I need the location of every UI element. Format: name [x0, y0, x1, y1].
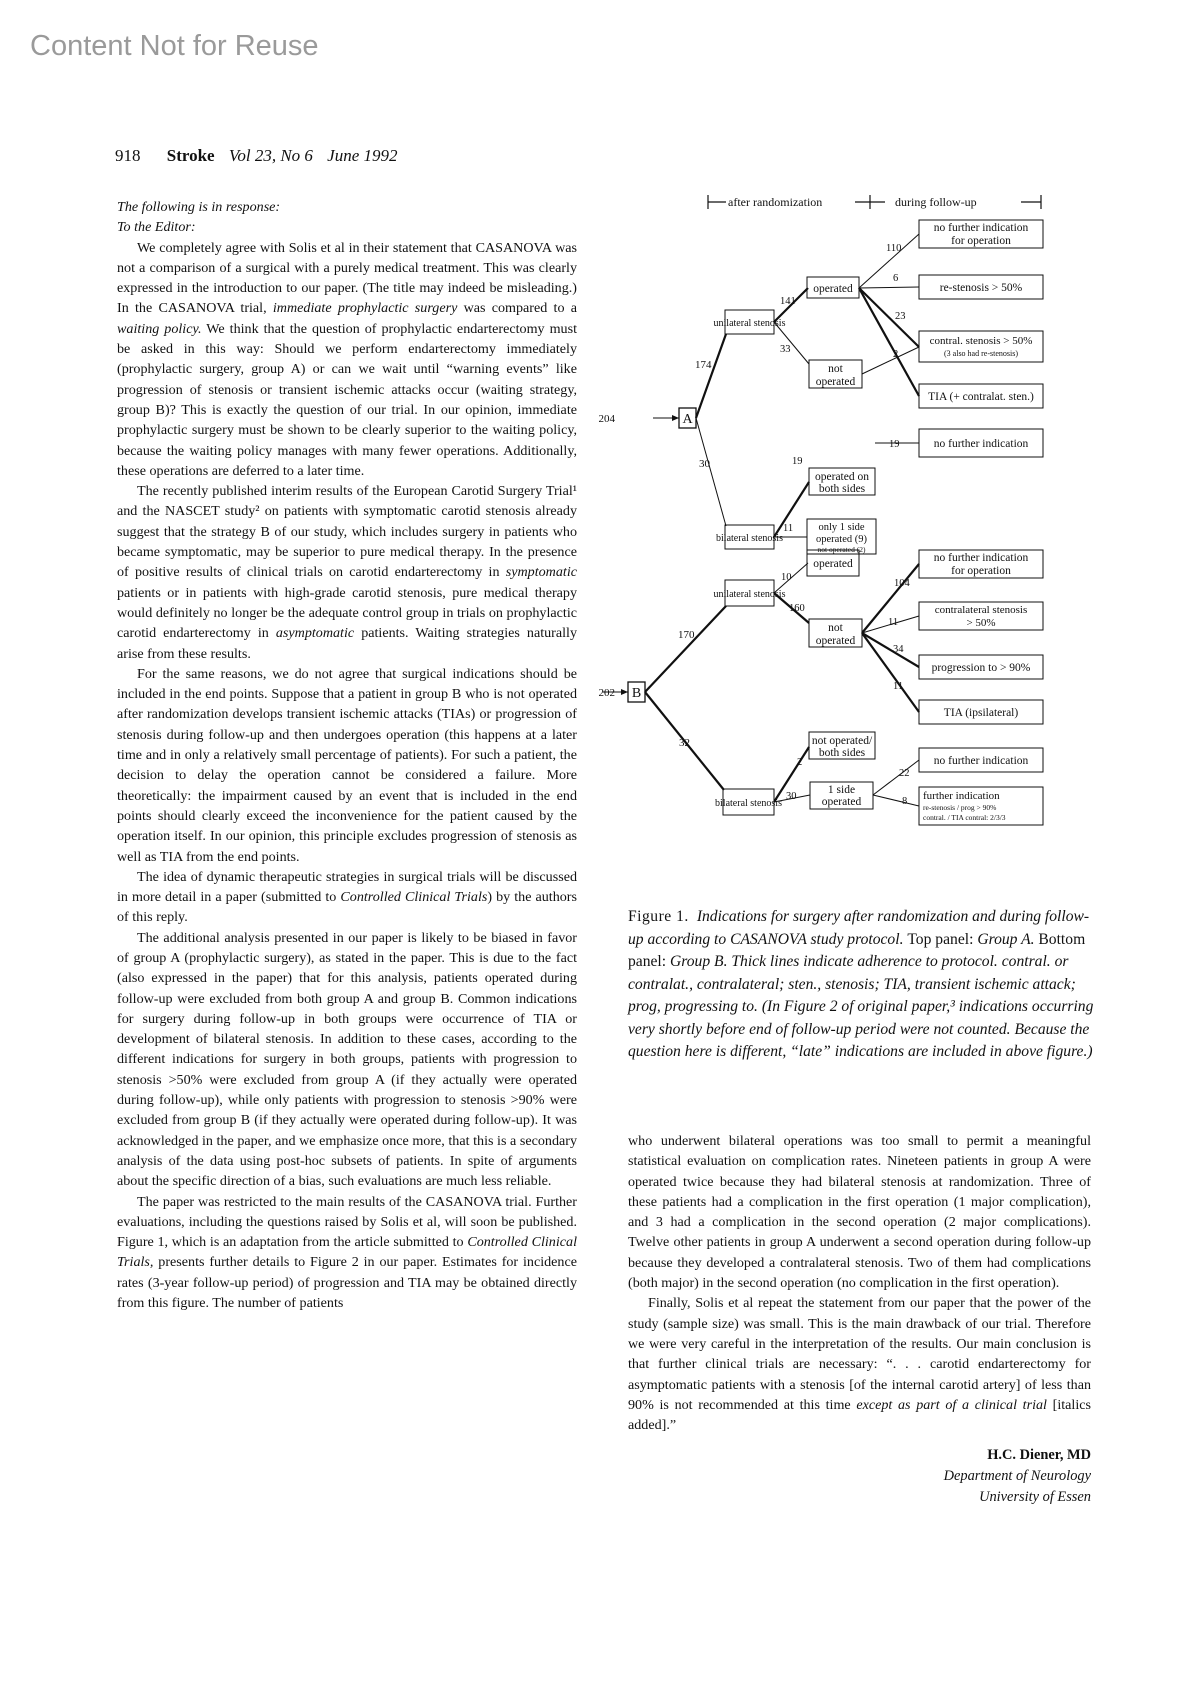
- group-b-not-operated-line2: operated: [815, 635, 856, 647]
- text-run: The paper was restricted to the main results of the CASANOVA trial. Further evaluations, including the questions raised by Solis et al, will soon be published. Figure 1, which is an adaptation from the article submitted to: [117, 1193, 577, 1251]
- paragraph-final: [628, 1293, 1091, 1435]
- group-b-bl-further-line1: further indication: [923, 790, 1000, 802]
- arrow-icon: [672, 415, 679, 421]
- caption-text: Group A.: [977, 930, 1039, 948]
- author-university: University of Essen: [979, 1489, 1091, 1506]
- group-b-bilateral-label: bilateral stenosis: [715, 798, 782, 809]
- right-column: [628, 1131, 1091, 1508]
- group-b-n-not-operated: 160: [789, 603, 805, 614]
- italic-run: asymptomatic: [275, 625, 355, 642]
- figure-1-flowchart: [598, 192, 1098, 892]
- journal-volume: Vol 23, No 6: [228, 146, 313, 165]
- italic-run: waiting policy.: [117, 320, 202, 337]
- group-a-no-further-line2: for operation: [951, 235, 1011, 247]
- group-b-no-further-line1: no further indication: [933, 552, 1029, 564]
- caption-text: Group B. Thick lines indicate adherence to protocol. contral. or contralat., contralateral; sten., stenosis; TIA, transient ischemic attack; prog, progressing to. (In Figure 2 of original paper,³ indications occurring very shortly before end of follow-up period were not counted. Because the question here is different, “late” indications are included in above figure.): [628, 953, 1094, 1060]
- group-a-no-further-line1: no further indication: [933, 222, 1029, 234]
- group-a-unilateral-label: unilateral stenosis: [713, 318, 786, 329]
- group-b-n-operated: 10: [781, 572, 792, 583]
- journal-date: June 1992: [327, 146, 398, 165]
- group-a-n-operated: 141: [780, 296, 796, 307]
- group-b-unilateral-label: unilateral stenosis: [713, 589, 786, 600]
- left-column: [117, 197, 577, 1313]
- group-b-not-op-both-line1: not operated/: [811, 735, 873, 747]
- group-a-bs-no-further: no further indication: [933, 438, 1029, 450]
- italic-run: symptomatic: [505, 564, 577, 581]
- group-b-bl-further-line2: re-stenosis / prog > 90%: [923, 803, 997, 812]
- text-run: Finally, Solis et al repeat the statement from our paper that the power of the study (sample size) was small. This is the main drawback of our trial. Therefore we were very careful in the interpretation of the results. Our main conclusion is that further clinical trials are necessary: “. . . carotid endarterectomy for asymptomatic patients with a stenosis [of the internal carotid artery] of less than 90% is not recommended at this time: [628, 1295, 1091, 1413]
- group-a-tia: TIA (+ contralat. sten.): [928, 391, 1034, 403]
- page-number: 918: [115, 146, 141, 165]
- salutation: To the Editor:: [117, 219, 196, 236]
- group-a-n-unilateral: 174: [695, 359, 712, 371]
- group-a-restenosis: re-stenosis > 50%: [939, 282, 1023, 294]
- group-b-not-operated-line1: not: [828, 622, 843, 634]
- group-a-contral-line2: (3 also had re-stenosis): [944, 349, 1018, 358]
- italic-run: except as part of a clinical trial: [856, 1396, 1047, 1413]
- group-a-contral-line1: contral. stenosis > 50%: [929, 335, 1033, 347]
- group-b-n-progression: 34: [893, 644, 904, 655]
- paragraph-3: For the same reasons, we do not agree that surgical indications should be included in the end points. Suppose that a patient in group B who is not operated after randomization develops transient ischemic attacks (TIAs) or progression of stenosis during follow-up and then undergoes operation (this happens at a later time and in only a relatively small percentage of patients). For such a patient, the decision to delay the operation cannot be considered a failure. More theoretically: the impairment caused by an event that is included in the end points should clearly exceed the inconvenience for the patient caused by the operation itself. In our opinion, this principle excludes progression of stenosis as well as TIA from the end points.: [117, 665, 577, 865]
- group-b-n-bl-no-further: 22: [899, 768, 910, 779]
- group-b-contralateral-line1: contralateral stenosis: [934, 604, 1028, 616]
- group-b-one-side-line2: operated: [821, 796, 862, 808]
- paragraph-continued: who underwent bilateral operations was too small to permit a meaningful statistical evaluation on complication rates. Nineteen patients in group A were operated twice because they had bilateral stenosis at randomization. Three of these patients had a complication in the first operation (1 major complication), and 3 had a complication in the second operation (2 major complications). Twelve other patients in group A underwent a second operation during follow-up because they developed a contralateral stenosis. Two of them had complications (both major) in the second operation (no complication in the first operation).: [628, 1133, 1091, 1292]
- signature-block: [628, 1445, 1091, 1508]
- group-a-one-side-line3: not operated (2): [817, 545, 866, 554]
- group-b-one-side-line1: 1 side: [827, 784, 856, 796]
- group-b-progression: progression to > 90%: [931, 662, 1031, 674]
- journal-name: Stroke: [166, 146, 215, 165]
- text-run: [italics added].”: [628, 1396, 1091, 1434]
- figure-1-caption: [628, 906, 1096, 1064]
- group-a-total: 204: [598, 413, 615, 425]
- group-a-n-both-sides: 19: [792, 456, 803, 467]
- group-a-n-restenosis: 6: [893, 273, 899, 284]
- timeline-during-label: during follow-up: [895, 195, 977, 209]
- group-b-n-no-further: 104: [894, 578, 910, 589]
- group-b-contralateral-line2: > 50%: [966, 617, 996, 629]
- text-run: ) by the authors of this reply.: [117, 889, 577, 926]
- text-run: The recently published interim results of the European Carotid Surgery Trial¹ and the NASCET study² on patients with symptomatic carotid stenosis already suggest that the strategy B of our study, which includes surgery in patients who became symptomatic, may be superior to pure medical therapy. In the presence of positive results of clinical trials on carotid endarterectomy in: [117, 483, 577, 581]
- text-run: We think that the question of prophylactic endarterectomy must be asked in this way: Should we perform endarterectomy immediately (prophylactic surgery, group A) or can we wait until “warning events” like progression of stenosis or transient ischemic attacks occur (waiting strategy, group B)? This is exactly the question of our trial. In our opinion, immediate prophylactic surgery must be shown to be clearly superior to the waiting policy, because the waiting policy manages with many fewer operations. Additionally, these operations are deferred to a later time.: [117, 320, 577, 479]
- group-b-no-further-line2: for operation: [951, 565, 1011, 577]
- paragraph-4: [117, 867, 577, 928]
- watermark: Content Not for Reuse: [30, 30, 319, 62]
- italic-run: immediate prophylactic surgery: [272, 300, 458, 317]
- group-a-n-not-operated: 33: [780, 344, 791, 355]
- response-intro: The following is in response:: [117, 199, 281, 215]
- text-run: patients. Waiting strategies naturally arise from these results.: [117, 625, 577, 662]
- group-a-n-bs-no-further: 19: [889, 439, 900, 450]
- group-b-n-bilateral: 32: [679, 737, 690, 749]
- group-a-n-tia: 2: [893, 349, 899, 360]
- group-a-both-sides-line1: operated on: [815, 471, 869, 483]
- group-a-label: A: [682, 412, 693, 427]
- group-b-n-tia: 11: [893, 681, 904, 692]
- running-header: [115, 146, 398, 166]
- caption-text: Bottom panel:: [628, 930, 1086, 970]
- group-b-total: 202: [598, 687, 615, 699]
- text-run: was compared to a: [457, 300, 578, 317]
- group-b-n-one-side: 30: [786, 791, 797, 802]
- group-b-bl-further-line3: contral. / TIA contral: 2/3/3: [923, 813, 1006, 822]
- group-a-n-one-side: 11: [783, 523, 794, 534]
- group-b-n-bl-further: 8: [902, 796, 908, 807]
- group-a-n-no-further: 110: [886, 243, 902, 254]
- paragraph-1: [117, 238, 577, 482]
- italic-run: Controlled Clinical Trials,: [117, 1234, 577, 1271]
- group-b-operated: operated: [813, 558, 853, 570]
- author-department: Department of Neurology: [943, 1468, 1091, 1485]
- group-a-one-side-line2: operated (9): [815, 534, 868, 545]
- timeline-after-label: after randomization: [728, 195, 823, 209]
- arrow-icon: [621, 689, 628, 695]
- group-b-tia: TIA (ipsilateral): [943, 707, 1019, 719]
- italic-run: Controlled Clinical Trials: [340, 889, 488, 906]
- group-a-both-sides-line2: both sides: [818, 483, 866, 495]
- text-run: The idea of dynamic therapeutic strategies in surgical trials will be discussed in more detail in a paper (submitted to: [117, 868, 577, 906]
- group-a-n-bilateral: 30: [699, 458, 710, 470]
- group-a-n-contral: 23: [895, 311, 906, 322]
- group-b-bl-no-further: no further indication: [933, 755, 1029, 767]
- group-b-n-not-op-both: 2: [797, 757, 803, 768]
- paragraph-5: The additional analysis presented in our paper is likely to be biased in favor of group A (prophylactic surgery), as stated in the paper. This is due to the fact (also expressed in the paper) that for this analysis, patients operated during follow-up were excluded from both group A and group B. Common indications for surgery during follow-up in both groups were occurrence of TIA or development of bilateral stenosis. In addition to these cases, according to the different indications for surgery in both groups, patients with progression to stenosis >50% were excluded from group A (if they actually were operated during follow-up), while only patients with progression to stenosis >90% were excluded from group B (if they actually were operated during follow-up). It was acknowledged in the paper, and we emphasize once more, that this is a secondary analysis of the data using post-hoc subsets of patients. In spite of arguments about the specific direction of a bias, such evaluations are much less reliable.: [117, 929, 577, 1190]
- flowchart-svg: [598, 192, 1098, 892]
- group-a-not-operated-line1: not: [828, 363, 843, 375]
- text-run: presents further details to Figure 2 in our paper. Estimates for incidence rates (3-year follow-up period) of progression and TIA may be obtained directly from this figure. The number of patients: [117, 1254, 577, 1312]
- group-b-label: B: [631, 686, 642, 701]
- group-b-not-op-both-line2: both sides: [818, 747, 866, 759]
- group-b-n-unilateral: 170: [678, 629, 695, 641]
- caption-text: Indications for surgery after randomization and during follow-up according to CASANOVA study protocol.: [628, 908, 1090, 948]
- caption-text: Top panel:: [907, 930, 978, 948]
- figure-label: Figure 1.: [628, 908, 689, 925]
- group-a-one-side-line1: only 1 side: [818, 522, 865, 533]
- paragraph-2: [117, 481, 577, 664]
- text-run: patients or in patients with high-grade carotid stenosis, pure medical therapy would definitely no longer be the adequate control group in trials on prophylactic carotid endarterectomy in: [117, 584, 577, 642]
- group-a-bilateral-label: bilateral stenosis: [716, 533, 783, 544]
- group-a-operated: operated: [813, 283, 853, 295]
- group-a-not-operated-line2: operated: [815, 376, 856, 388]
- author-name: H.C. Diener, MD: [987, 1447, 1091, 1464]
- text-run: We completely agree with Solis et al in their statement that CASANOVA was not a comparison of a surgical with a purely medical treatment. This was clearly expressed in the introduction to our paper. (The title may indeed be misleading.) In the CASANOVA trial,: [117, 239, 577, 317]
- paragraph-6: [117, 1192, 577, 1314]
- group-b-n-contralateral: 11: [888, 617, 899, 628]
